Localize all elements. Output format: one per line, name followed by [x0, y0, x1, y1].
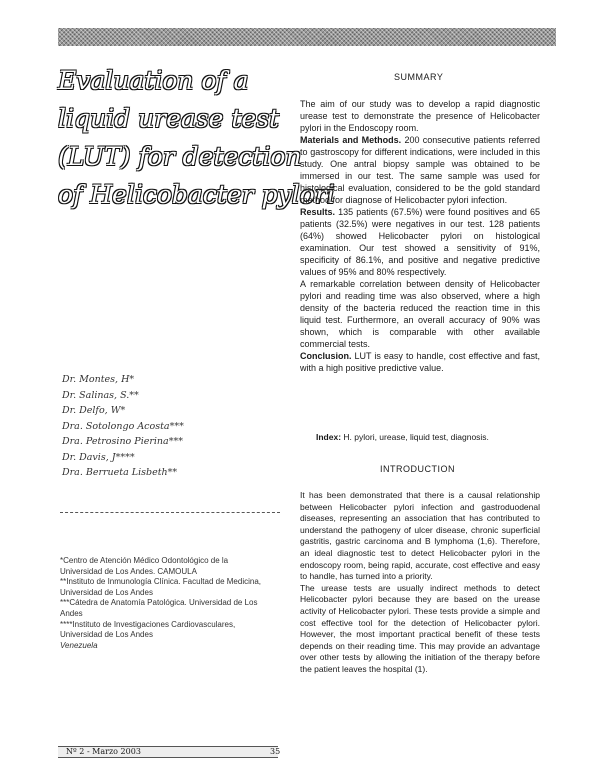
- affiliation-line: Venezuela: [60, 640, 98, 650]
- author: Dra. Petrosino Pierina***: [62, 436, 183, 447]
- author: Dra. Sotolongo Acosta***: [62, 420, 184, 432]
- title-line: of Helicobacter pylori: [58, 180, 335, 209]
- intro-paragraph: It has been demonstrated that there is a causal relationship between Helicobacter pylori infection and gastroduodenal diseases, representing an association that has contributed to understand the pathogeny of ulcer disease, chronic superficial gastritis, gastric carcinoma and B lymphoma (1,6). Therefore, an ideal diagnostic test to detect Helicobacter pylori in the endoscopy room, being rapid, accurate, cost effective and easy to handle, has turned into a priority.: [300, 490, 540, 582]
- affiliation-line: Universidad de Los Andes: [60, 587, 153, 597]
- summary-results: [300, 206, 540, 278]
- summary-body: [300, 98, 540, 374]
- summary-heading: SUMMARY: [394, 72, 444, 82]
- index-keywords: H. pylori, urease, liquid test, diagnosis.: [343, 432, 489, 442]
- conclusion-text: LUT is easy to handle, cost effective and fast, with a high positive predictive value.: [300, 351, 540, 373]
- index-label: Index:: [316, 432, 342, 442]
- affiliation-line: *Centro de Atención Médico Odontológico de la: [60, 556, 229, 565]
- affiliation-list: [60, 556, 284, 651]
- affiliation-line: Universidad de Los Andes: [60, 630, 153, 640]
- affiliation-line: Andes: [60, 608, 83, 618]
- title-line: liquid urease test: [58, 104, 280, 133]
- summary-aim: The aim of our study was to develop a rapid diagnostic urease test to demonstrate the presence of Helicobacter pylori in the Endoscopy room.: [300, 99, 540, 133]
- summary-conclusion: [300, 350, 540, 374]
- author: Dr. Delfo, W*: [62, 405, 126, 416]
- author: Dr. Davis, J****: [62, 451, 135, 463]
- author-list: [62, 372, 282, 481]
- methods-text: 200 consecutive patients referred to gastroscopy for different indications, were included in this study. One antral biopsy sample was obtained to be immersed in our test. The same sample was used for histological evaluation, considered to be the gold standard method for diagnose of Helicobacter pylori infection.: [300, 135, 540, 205]
- author: Dr. Salinas, S.**: [62, 389, 139, 401]
- author: Dra. Berrueta Lisbeth**: [62, 467, 178, 478]
- divider: [60, 512, 280, 513]
- results-label: Results.: [300, 207, 336, 217]
- page-footer: [58, 746, 281, 758]
- methods-label: Materials and Methods.: [300, 135, 402, 145]
- affiliation-line: ****Instituto de Investigaciones Cardiovasculares,: [60, 619, 236, 629]
- introduction-heading: INTRODUCTION: [380, 464, 455, 474]
- title-line: Evaluation of a: [58, 66, 249, 95]
- affiliation-line: Universidad de Los Andes. CAMOULA: [60, 566, 197, 576]
- results-text: 135 patients (67.5%) were found positives and 65 patients (32.5%) were negatives in our test. 128 patients (64%) showed Helicobacter pylori on histological examination. Our test showed a sensitivity of 91%, specificity of 86.1%, and positive and negative predictive values of 95% and 80% respectively.: [300, 207, 540, 277]
- introduction-body: [300, 490, 540, 676]
- index-terms: [316, 432, 556, 442]
- title-line: (LUT) for detection: [58, 142, 302, 171]
- author: Dr. Montes, H*: [62, 374, 135, 385]
- summary-methods: [300, 134, 540, 206]
- affiliation-line: ***Cátedra de Anatomía Patológica. Universidad de Los: [60, 598, 258, 608]
- intro-paragraph: The urease tests are usually indirect methods to detect Helicobacter pylori because they are based on the urease activity of Helicobacter pylori. These tests provide a simple and cost effective tool for the detection of Helicobacter pylori. However, the most important practical benefit of these tests depends on their reading time. This may provide an advantage over other tests by allowing the initiation of the therapy before the patient leaves the hospital (1).: [300, 582, 540, 674]
- page-number: 35: [270, 747, 281, 756]
- issue-label: Nº 2 - Marzo 2003: [66, 747, 141, 756]
- affiliation-line: **Instituto de Inmunología Clínica. Facultad de Medicina,: [60, 577, 262, 587]
- summary-correlation: A remarkable correlation between density of Helicobacter pylori and reading time was also observed, where a high density of the bacteria reduced the reaction time in this liquid test. Furthermore, an overall accuracy of 90% was shown, which is comparable with other available commercial tests.: [300, 279, 540, 349]
- conclusion-label: Conclusion.: [300, 351, 352, 361]
- header-pattern-bar: [58, 28, 556, 46]
